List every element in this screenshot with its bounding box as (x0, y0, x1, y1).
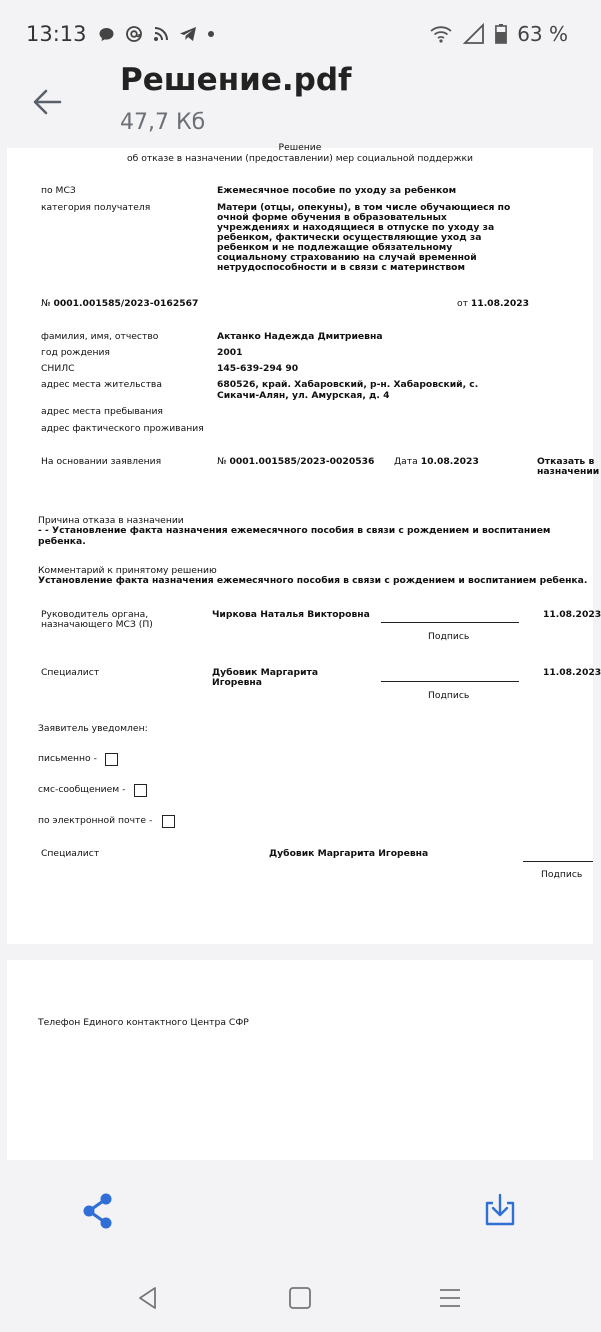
signature-line (381, 622, 519, 623)
category-line: социальному страхованию на случай временной (217, 252, 477, 263)
head-name: Чиркова Наталья Викторовна (212, 609, 370, 620)
final-specialist-label: Специалист (41, 848, 100, 859)
snils-label: СНИЛС (41, 363, 75, 374)
file-size: 47,7 Кб (120, 110, 206, 135)
reason-label: Причина отказа в назначении (38, 515, 184, 526)
back-button[interactable] (28, 82, 68, 122)
wifi-icon (429, 24, 453, 44)
basis-label: На основании заявления (41, 456, 162, 467)
share-button[interactable] (78, 1190, 120, 1232)
at-icon (125, 25, 143, 43)
fio-label: фамилия, имя, отчество (41, 331, 159, 342)
download-button[interactable] (479, 1190, 521, 1232)
notify-email-label: по электронной почте - (38, 815, 153, 826)
arrow-left-icon (28, 82, 68, 122)
category-line: нетрудоспособности и в связи с материнством (217, 262, 466, 273)
category-line: ребенком, фактически осуществляющие уход за (217, 232, 482, 243)
comment-label: Комментарий к принятому решению (38, 565, 217, 576)
head-date: 11.08.2023 (543, 609, 601, 620)
reason-line: ребенка. (38, 536, 86, 547)
chat-icon (98, 26, 115, 43)
category-line: учреждениях и находящиеся в отпуске по уходу за (217, 222, 495, 233)
menu-lines-icon (436, 1284, 464, 1312)
application-number: № 0001.001585/2023-0020536 (217, 456, 375, 467)
file-title: Решение.pdf (120, 62, 352, 98)
notify-sms-checkbox (134, 784, 147, 797)
decision-number: № 0001.001585/2023-0162567 (41, 298, 199, 309)
specialist-date: 11.08.2023 (543, 667, 601, 678)
notify-written-label: письменно - (38, 753, 97, 764)
category-line: ребенком и не подлежащие обязательному (217, 242, 453, 253)
status-time: 13:13 (26, 22, 87, 46)
share-icon (78, 1190, 120, 1232)
signature-line (381, 681, 519, 682)
address-line: 680526, край. Хабаровский, р-н. Хабаровский, с. (217, 379, 479, 390)
msz-label: по МСЗ (41, 185, 76, 196)
home-square-icon (286, 1284, 314, 1312)
nav-back-button[interactable] (134, 1284, 162, 1312)
category-line: очной форме обучения в образовательных (217, 212, 447, 223)
notify-written-checkbox (105, 753, 118, 766)
telegram-icon (179, 26, 197, 42)
signal-icon (463, 24, 485, 44)
dot-icon (207, 30, 215, 38)
action-bar (0, 1160, 600, 1264)
reason-line: - - Установление факта назначения ежемесячного пособия в связи с рождением и воспитанием (38, 525, 551, 536)
actual-address-label: адрес фактического проживания (41, 423, 204, 434)
system-icons (429, 22, 568, 46)
final-signature-label: Подпись (541, 869, 583, 880)
status-bar (0, 0, 600, 66)
notify-email-checkbox (162, 815, 175, 828)
app-header (0, 58, 600, 148)
final-specialist-name: Дубовик Маргарита Игоревна (269, 848, 429, 859)
notification-icons (98, 22, 215, 46)
decision-date: от 11.08.2023 (457, 298, 530, 309)
head-label-line: Руководитель органа, (41, 609, 149, 620)
address-line: Сикачи-Алян, ул. Амурская, д. 4 (217, 390, 390, 401)
specialist-label: Специалист (41, 667, 100, 678)
signature-label: Подпись (428, 631, 470, 642)
specialist-name-line: Дубовик Маргарита (212, 667, 319, 678)
birth-year-value: 2001 (217, 347, 243, 358)
application-date: Дата 10.08.2023 (394, 456, 479, 467)
signature-label: Подпись (428, 690, 470, 701)
rss-icon (153, 26, 169, 42)
pdf-page-2[interactable] (7, 960, 593, 1160)
birth-year-label: год рождения (41, 347, 110, 358)
snils-value: 145-639-294 90 (217, 363, 299, 374)
fio-value: Актанко Надежда Дмитриевна (217, 331, 383, 342)
notify-sms-label: смс-сообщением - (38, 784, 126, 795)
decision-line: Отказать в (537, 456, 595, 467)
system-nav-bar (0, 1264, 600, 1332)
category-label: категория получателя (41, 202, 151, 213)
pdf-page-1[interactable] (7, 142, 601, 944)
nav-menu-button[interactable] (436, 1284, 464, 1312)
notified-label: Заявитель уведомлен: (38, 723, 148, 734)
msz-value: Ежемесячное пособие по уходу за ребенком (217, 185, 457, 196)
category-line: Матери (отцы, опекуны), в том числе обучающиеся по (217, 202, 511, 213)
battery-icon (495, 24, 507, 44)
signature-line (523, 861, 593, 862)
back-triangle-icon (134, 1284, 162, 1312)
address-label: адрес места жительства (41, 379, 162, 390)
doc-subheading: об отказе в назначении (предоставлении) мер социальной поддержки (126, 153, 474, 164)
doc-heading: Решение (278, 142, 322, 153)
battery-percent: 63 % (517, 22, 568, 46)
comment-value: Установление факта назначения ежемесячного пособия в связи с рождением и воспитанием ребенка. (38, 575, 588, 586)
nav-home-button[interactable] (286, 1284, 314, 1312)
head-label-line: назначающего МСЗ (П) (41, 619, 153, 630)
decision-line: назначении (537, 466, 600, 477)
stay-address-label: адрес места пребывания (41, 406, 163, 417)
specialist-name-line: Игоревна (212, 677, 262, 688)
phone-label: Телефон Единого контактного Центра СФР (38, 1017, 249, 1028)
download-icon (479, 1190, 521, 1232)
